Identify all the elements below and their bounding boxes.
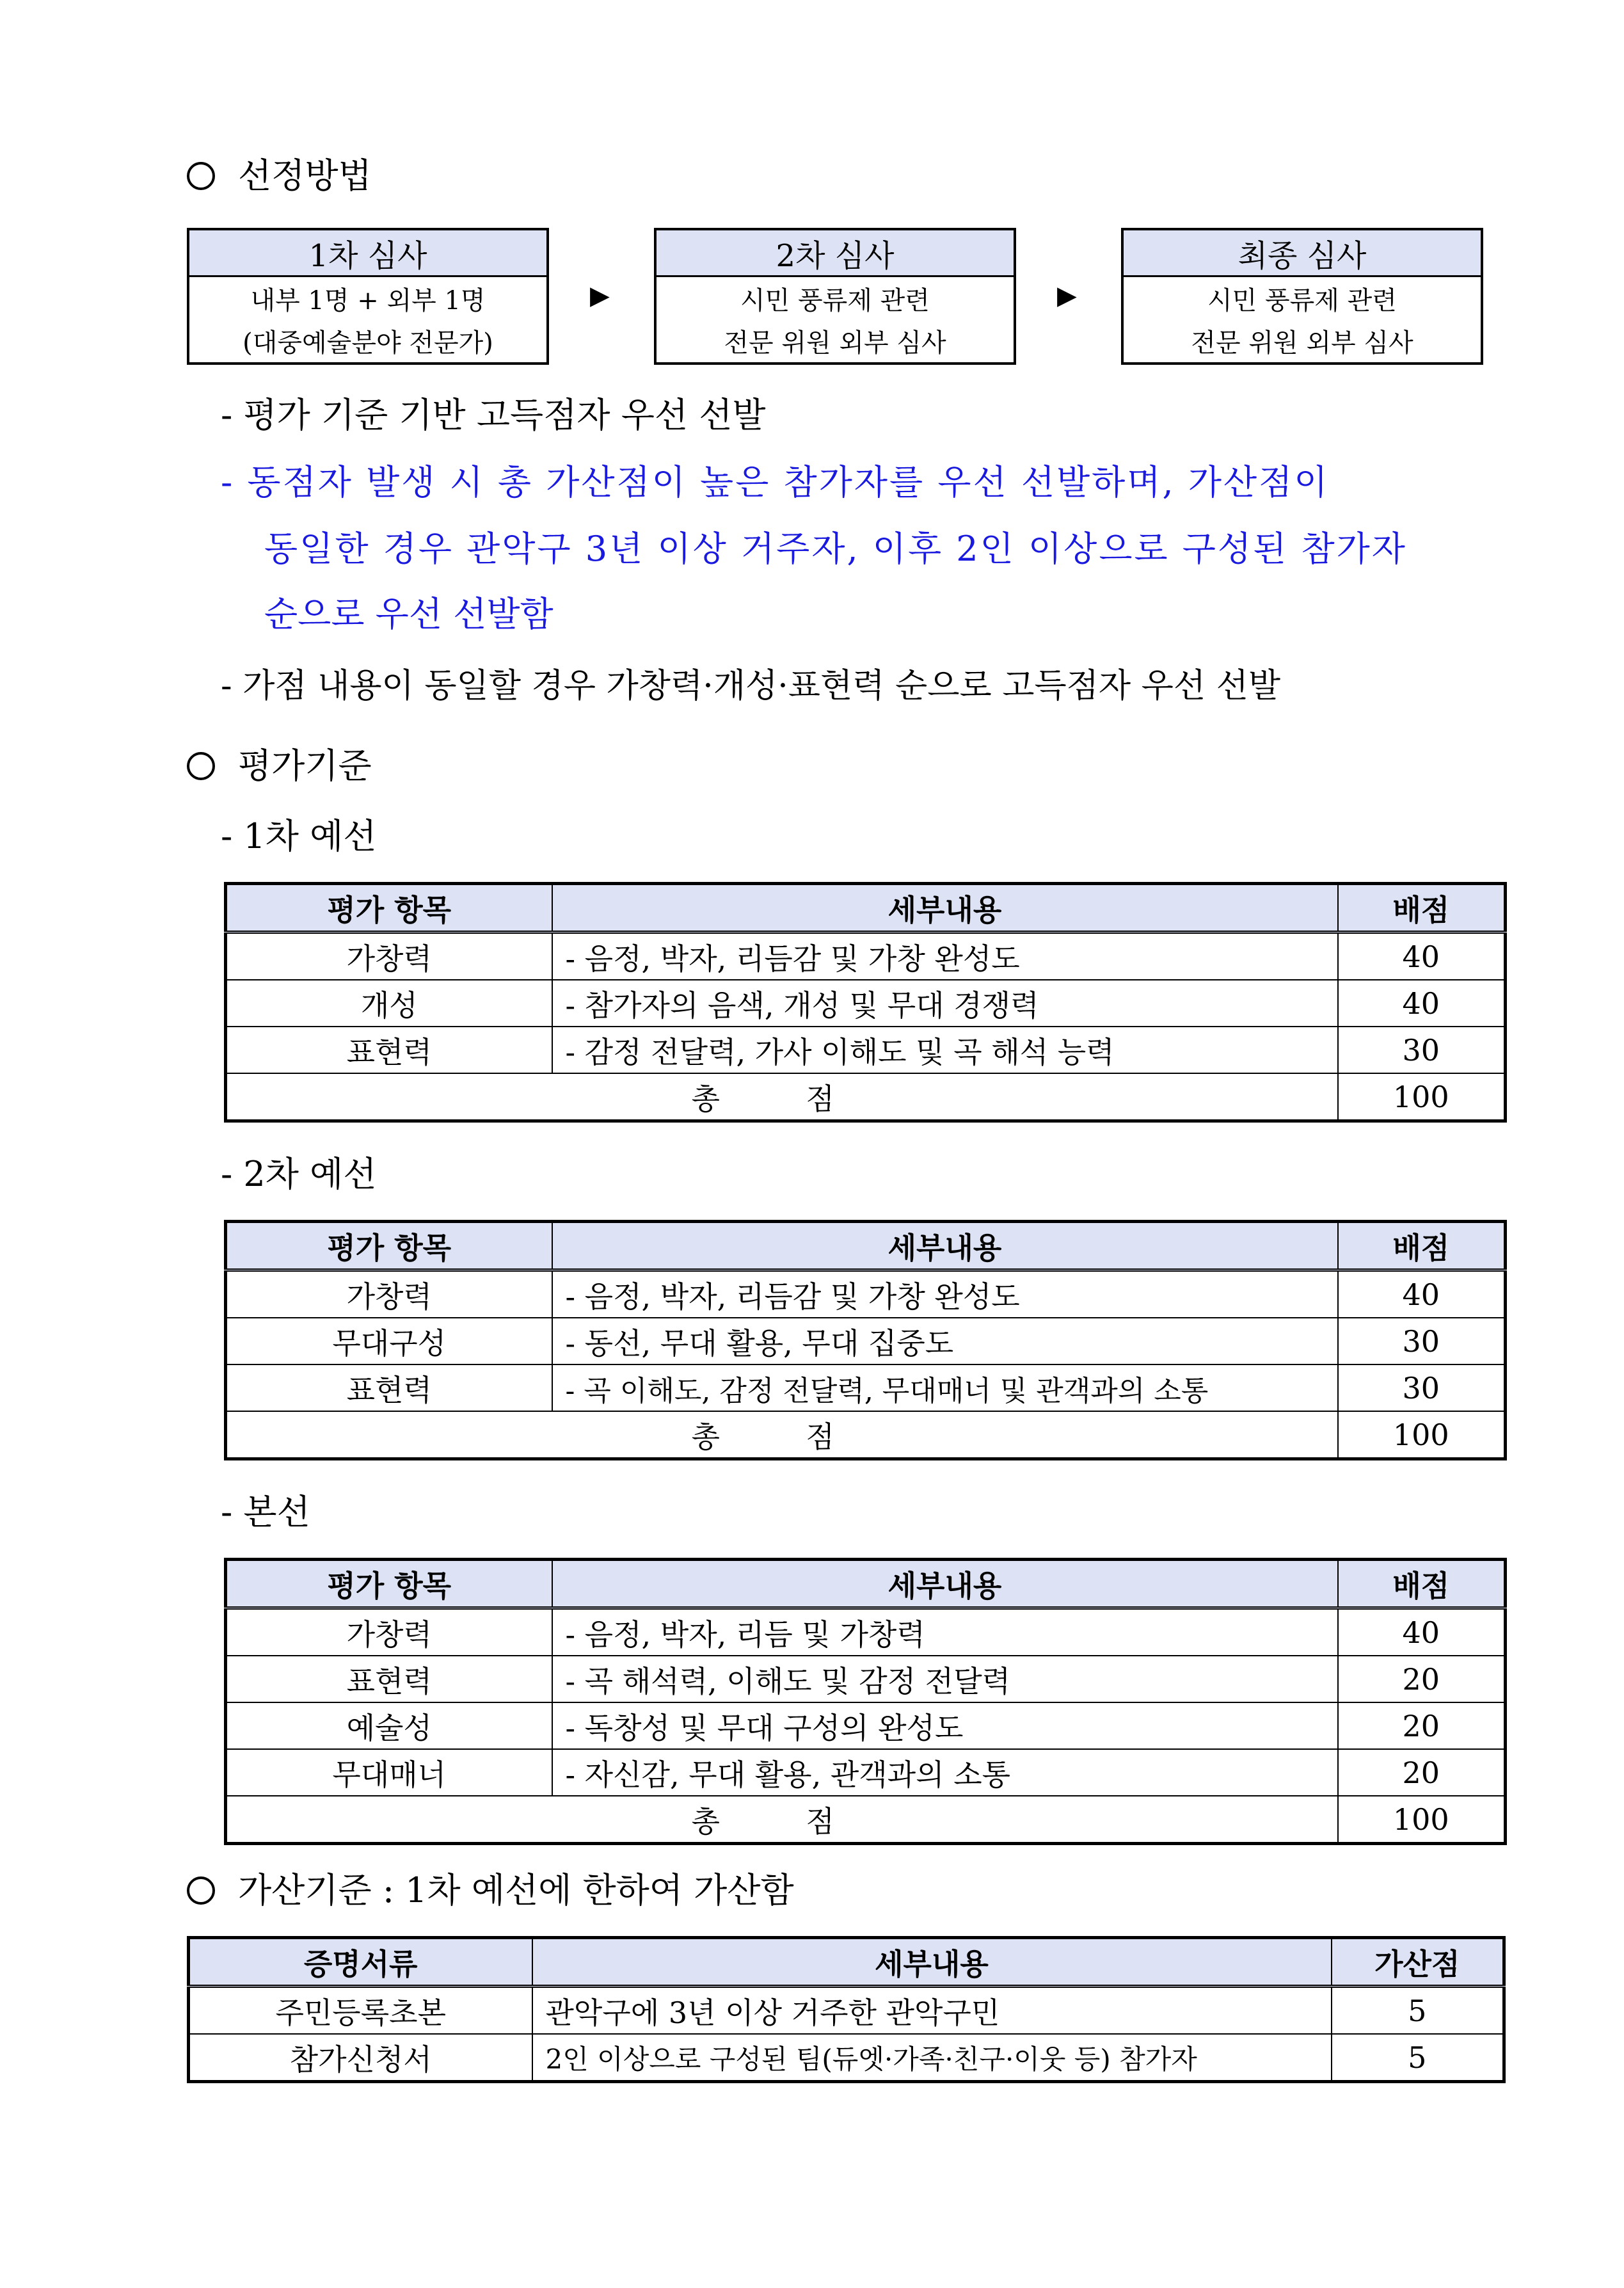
circle-bullet-icon [187, 162, 215, 190]
cell-score: 40 [1338, 1270, 1506, 1318]
flow-step-line: (대중예술분야 전문가) [243, 328, 493, 358]
cell-item: 가창력 [226, 932, 552, 980]
column-header: 세부내용 [552, 1560, 1338, 1608]
criteria-table-final [224, 1558, 1507, 1845]
table-row [226, 1656, 1506, 1702]
total-label: 총 점 [226, 1073, 1338, 1121]
section-heading-criteria [187, 746, 372, 787]
table-total-row [226, 1073, 1506, 1121]
flow-step-title: 1차 심사 [189, 230, 546, 277]
bullet-line-highlight: - 동점자 발생 시 총 가산점이 높은 참가자를 우선 선발하며, 가산점이 [221, 462, 1330, 502]
table-row [226, 1270, 1506, 1318]
table-row [226, 1608, 1506, 1656]
bonus-table [187, 1936, 1506, 2083]
column-header: 평가 항목 [226, 884, 552, 932]
cell-detail: - 음정, 박자, 리듬감 및 가창 완성도 [552, 932, 1338, 980]
column-header: 평가 항목 [226, 1222, 552, 1270]
flow-step-3 [1121, 228, 1483, 365]
subsection-label: - 본선 [221, 1492, 310, 1532]
table-row [226, 1027, 1506, 1073]
flow-step-line: 전문 위원 외부 심사 [724, 328, 946, 358]
cell-score: 20 [1338, 1702, 1506, 1749]
cell-detail: - 감정 전달력, 가사 이해도 및 곡 해석 능력 [552, 1027, 1338, 1073]
bullet-line: - 평가 기준 기반 고득점자 우선 선발 [221, 395, 766, 435]
table-row [189, 1987, 1504, 2035]
criteria-table-round1 [224, 882, 1507, 1123]
cell-item: 표현력 [226, 1364, 552, 1411]
table-header-row [189, 1938, 1504, 1987]
table-header-row [226, 884, 1506, 932]
cell-doc: 주민등록초본 [189, 1987, 532, 2035]
flow-step-line: 전문 위원 외부 심사 [1191, 328, 1413, 358]
cell-score: 40 [1338, 932, 1506, 980]
table-header-row [226, 1560, 1506, 1608]
total-label: 총 점 [226, 1796, 1338, 1844]
table-row [226, 1702, 1506, 1749]
section-heading-selection [187, 156, 372, 196]
column-header: 가산점 [1332, 1938, 1504, 1987]
subsection-label: - 1차 예선 [221, 816, 377, 856]
bullet-line-highlight: 동일한 경우 관악구 3년 이상 거주자, 이후 2인 이상으로 구성된 참가자 [264, 529, 1407, 569]
table-row [189, 2034, 1504, 2082]
bullet-line-highlight: 순으로 우선 선발함 [264, 594, 553, 634]
column-header: 세부내용 [552, 1222, 1338, 1270]
cell-detail: - 곡 해석력, 이해도 및 감정 전달력 [552, 1656, 1338, 1702]
total-score: 100 [1338, 1796, 1506, 1844]
flow-step-line: 내부 1명 + 외부 1명 [250, 285, 486, 316]
cell-detail: - 곡 이해도, 감정 전달력, 무대매너 및 관객과의 소통 [552, 1364, 1338, 1411]
cell-detail: - 음정, 박자, 리듬 및 가창력 [552, 1608, 1338, 1656]
circle-bullet-icon [187, 1876, 215, 1905]
cell-detail: - 음정, 박자, 리듬감 및 가창 완성도 [552, 1270, 1338, 1318]
table-row [226, 1749, 1506, 1796]
flow-step-line: 시민 풍류제 관련 [1207, 285, 1397, 316]
column-header: 평가 항목 [226, 1560, 552, 1608]
section-title: 평가기준 [238, 746, 372, 786]
arrow-right-icon: ▶ [590, 281, 610, 310]
cell-item: 예술성 [226, 1702, 552, 1749]
column-header: 세부내용 [552, 884, 1338, 932]
flow-step-title: 2차 심사 [657, 230, 1014, 277]
criteria-table-round2 [224, 1220, 1507, 1460]
total-score: 100 [1338, 1411, 1506, 1459]
cell-points: 5 [1332, 2034, 1504, 2082]
cell-doc: 참가신청서 [189, 2034, 532, 2082]
cell-score: 30 [1338, 1027, 1506, 1073]
column-header: 세부내용 [532, 1938, 1332, 1987]
cell-item: 가창력 [226, 1270, 552, 1318]
column-header: 배점 [1338, 884, 1506, 932]
total-score: 100 [1338, 1073, 1506, 1121]
cell-points: 5 [1332, 1987, 1504, 2035]
cell-item: 가창력 [226, 1608, 552, 1656]
cell-item: 표현력 [226, 1027, 552, 1073]
cell-score: 40 [1338, 980, 1506, 1027]
flow-step-2 [654, 228, 1016, 365]
arrow-right-icon: ▶ [1057, 281, 1077, 310]
table-row [226, 1364, 1506, 1411]
cell-detail: - 참가자의 음색, 개성 및 무대 경쟁력 [552, 980, 1338, 1027]
cell-score: 30 [1338, 1364, 1506, 1411]
cell-detail: 2인 이상으로 구성된 팀(듀엣·가족·친구·이웃 등) 참가자 [532, 2034, 1332, 2082]
cell-detail: - 동선, 무대 활용, 무대 집중도 [552, 1318, 1338, 1364]
table-total-row [226, 1796, 1506, 1844]
cell-item: 무대구성 [226, 1318, 552, 1364]
flow-step-line: 시민 풍류제 관련 [740, 285, 930, 316]
table-row [226, 980, 1506, 1027]
column-header: 배점 [1338, 1222, 1506, 1270]
cell-item: 개성 [226, 980, 552, 1027]
subsection-label: - 2차 예선 [221, 1154, 377, 1194]
table-total-row [226, 1411, 1506, 1459]
column-header: 배점 [1338, 1560, 1506, 1608]
cell-detail: - 독창성 및 무대 구성의 완성도 [552, 1702, 1338, 1749]
cell-score: 20 [1338, 1749, 1506, 1796]
flow-step-title: 최종 심사 [1124, 230, 1481, 277]
table-row [226, 1318, 1506, 1364]
table-row [226, 932, 1506, 980]
cell-item: 표현력 [226, 1656, 552, 1702]
total-label: 총 점 [226, 1411, 1338, 1459]
cell-score: 40 [1338, 1608, 1506, 1656]
cell-score: 20 [1338, 1656, 1506, 1702]
column-header: 증명서류 [189, 1938, 532, 1987]
cell-detail: - 자신감, 무대 활용, 관객과의 소통 [552, 1749, 1338, 1796]
cell-detail: 관악구에 3년 이상 거주한 관악구민 [532, 1987, 1332, 2035]
section-title: 선정방법 [238, 156, 372, 196]
table-header-row [226, 1222, 1506, 1270]
section-title: 가산기준 : 1차 예선에 한하여 가산함 [238, 1870, 794, 1910]
circle-bullet-icon [187, 752, 215, 780]
cell-score: 30 [1338, 1318, 1506, 1364]
flow-step-1 [187, 228, 549, 365]
cell-item: 무대매너 [226, 1749, 552, 1796]
bullet-line: - 가점 내용이 동일할 경우 가창력·개성·표현력 순으로 고득점자 우선 선발 [221, 667, 1281, 705]
section-heading-bonus [187, 1870, 794, 1911]
